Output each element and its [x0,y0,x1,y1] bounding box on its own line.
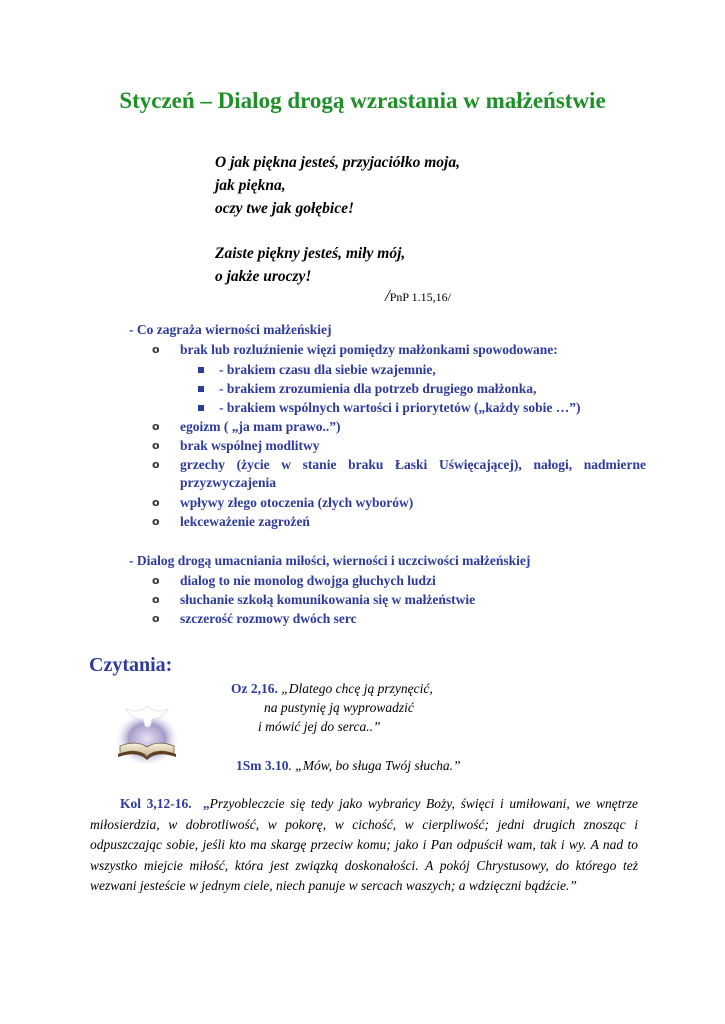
reading-line: na pustynię ją wyprowadzić [264,700,414,715]
section-heading-dialog: - Dialog drogą umacniania miłości, wierności i uczciwości małżeńskiej [129,553,531,568]
page-title: Styczeń – Dialog drogą wzrastania w małżeństwie [119,88,606,113]
circle-bullet-icon: o [152,574,160,587]
square-bullet-icon [198,405,204,411]
poem-line: jak piękna, [215,177,286,194]
list-item: o szczerość rozmowy dwóch serc [152,611,357,626]
list-item: o słuchanie szkołą komunikowania się w małżeństwie [152,592,476,607]
square-bullet-icon [198,386,204,392]
list-item: o brak lub rozluźnienie więzi pomiędzy małżonkami spowodowane: [152,342,558,357]
reading-line: „Dlatego chcę ją przynęcić, [281,681,433,696]
sub-list-item: - brakiem zrozumienia dla potrzeb drugiego małżonka, [198,380,536,398]
reading-colossians [90,794,638,897]
reading-reference: 1Sm 3.10 [236,758,289,773]
list-item: o lekceważenie zagrożeń [152,514,310,529]
list-item: o egoizm ( „ja mam prawo..”) [152,419,341,434]
reading-text: Przyoblеczcie się tedy jako wybrańcy Boży, święci i umiłowani, we wnętrze miłosierdzia, w dobrotliwość, w pokorę, w cichość, w cierpliwość; jedni drugich znosząc i odpuszczając sobie, jeśli kto ma skargę przeciw komu; jako i Pan odpuścił wam, tak i wy. A nad to wszystko miejcie miłość, która jest związką doskonałości. A pokój Chrystusowy, do którego też wezwani jesteście w jednym ciele, niech panuje w sercach waszych; a wdzięczni bądźcie.” [90,796,638,893]
list-item: o brak wspólnej modlitwy [152,438,320,453]
reading-text: . „Mów, bo sługa Twój słucha.” [288,758,461,773]
reading-line: i mówić jej do serca..” [258,719,381,734]
reading-samuel [236,756,461,775]
reading-hosea [231,679,433,698]
circle-bullet-icon: o [152,612,160,625]
sub-list-item: - brakiem wspólnych wartości i priorytetów („każdy sobie …”) [198,399,580,417]
opening-quote: „ [202,796,210,811]
poem-quote [215,151,460,288]
reference-text: PnP 1.15,16/ [389,290,451,304]
sub-list-item: - brakiem czasu dla siebie wzajemnie, [198,361,436,379]
reference-slash: / [385,286,390,305]
list-item: o dialog to nie monolog dwojga głuchych ludzi [152,573,436,588]
square-bullet-icon [198,367,204,373]
poem-line: o jakże uroczy! [215,268,312,285]
reading-reference: Kol 3,12-16. [120,796,192,811]
poem-reference [385,286,451,306]
poem-line: oczy twe jak gołębice! [215,200,355,217]
circle-bullet-icon: o [152,343,160,356]
section-heading-threats: - Co zagraża wierności małżeńskiej [129,322,332,337]
circle-bullet-icon: o [152,515,160,528]
circle-bullet-icon: o [152,420,160,433]
circle-bullet-icon: o [152,458,160,471]
circle-bullet-icon: o [152,593,160,606]
poem-line: O jak piękna jesteś, przyjaciółko moja, [215,154,460,171]
readings-heading: Czytania: [89,654,173,676]
circle-bullet-icon: o [152,439,160,452]
list-item: o grzechy (życie w stanie braku Łaski Uświęcającej), nałogi, nadmierne przyzwyczajenia [152,457,646,490]
circle-bullet-icon: o [152,496,160,509]
reading-reference: Oz 2,16. [231,681,278,696]
list-item: o wpływy złego otoczenia (złych wyborów) [152,495,414,510]
poem-line: Zaiste piękny jesteś, miły mój, [215,245,406,262]
dove-over-open-bible-icon [112,700,182,764]
